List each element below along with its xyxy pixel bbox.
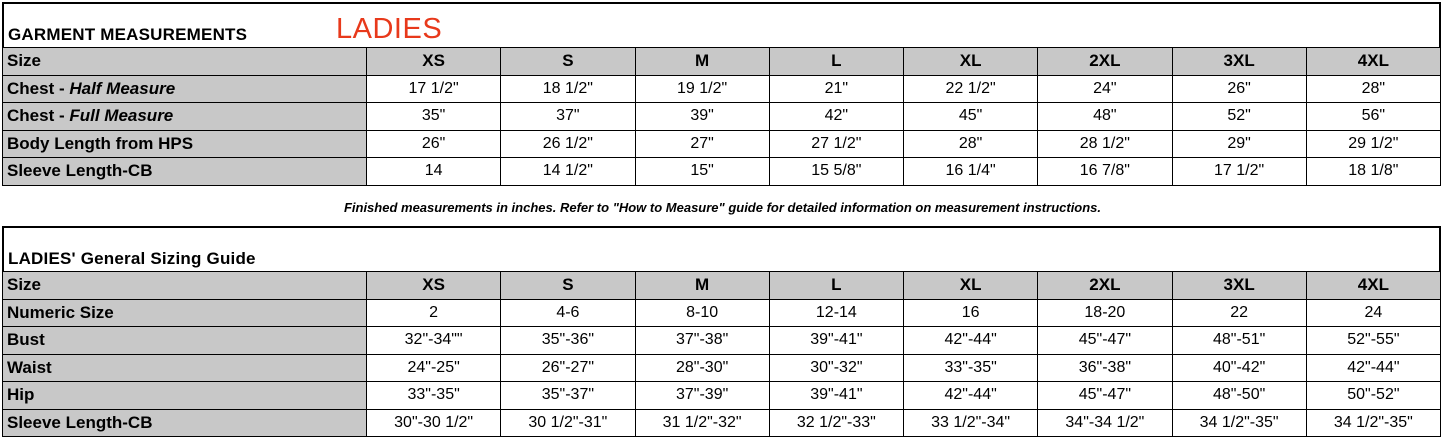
header-cell: XL: [904, 48, 1038, 76]
table-cell: 2: [367, 299, 501, 327]
header-cell: M: [635, 272, 769, 300]
table-cell: 39"-41": [769, 327, 903, 355]
table-header-row: [3, 272, 1441, 300]
table-cell: 32"-34"": [367, 327, 501, 355]
header-cell: L: [769, 48, 903, 76]
table-cell: 35"-37": [501, 382, 635, 410]
header-cell: 4XL: [1306, 48, 1440, 76]
table-cell: 39"-41": [769, 382, 903, 410]
row-label: Waist: [3, 354, 367, 382]
table-cell: 50"-52": [1306, 382, 1440, 410]
table-cell: 4-6: [501, 299, 635, 327]
header-cell: 3XL: [1172, 272, 1306, 300]
table-cell: 32 1/2"-33": [769, 409, 903, 437]
table-row: [3, 354, 1441, 382]
table-cell: 18 1/2": [501, 75, 635, 103]
table-cell: 14: [367, 158, 501, 186]
table-row: [3, 75, 1441, 103]
table-cell: 22: [1172, 299, 1306, 327]
table-row: [3, 299, 1441, 327]
garment-measurements-table: [2, 47, 1441, 186]
garment-measurements-section: [2, 2, 1441, 186]
table-cell: 26 1/2": [501, 130, 635, 158]
table-cell: 28 1/2": [1038, 130, 1172, 158]
table-cell: 8-10: [635, 299, 769, 327]
header-cell: 3XL: [1172, 48, 1306, 76]
table-cell: 45": [904, 103, 1038, 131]
table-cell: 15": [635, 158, 769, 186]
general-sizing-section: [2, 226, 1441, 437]
table-cell: 36"-38": [1038, 354, 1172, 382]
table-cell: 30"-30 1/2": [367, 409, 501, 437]
table-cell: 21": [769, 75, 903, 103]
table-row: [3, 103, 1441, 131]
table-cell: 26": [1172, 75, 1306, 103]
table-cell: 26": [367, 130, 501, 158]
header-cell: XL: [904, 272, 1038, 300]
row-label: Hip: [3, 382, 367, 410]
general-sizing-table: [2, 271, 1441, 437]
header-cell: S: [501, 272, 635, 300]
table-cell: 37": [501, 103, 635, 131]
measurement-note: Finished measurements in inches. Refer to "How to Measure" guide for detailed information on measurement instructions.: [343, 200, 1102, 215]
table-cell: 24": [1038, 75, 1172, 103]
table-cell: 45"-47": [1038, 382, 1172, 410]
table-cell: 16 7/8": [1038, 158, 1172, 186]
header-cell: XS: [367, 48, 501, 76]
table-cell: 39": [635, 103, 769, 131]
table-cell: 17 1/2": [1172, 158, 1306, 186]
table-cell: 42"-44": [904, 382, 1038, 410]
row-label: Body Length from HPS: [3, 130, 367, 158]
table-cell: 35"-36": [501, 327, 635, 355]
header-cell: 4XL: [1306, 272, 1440, 300]
table-cell: 40"-42": [1172, 354, 1306, 382]
table-cell: 37"-39": [635, 382, 769, 410]
table-cell: 29 1/2": [1306, 130, 1440, 158]
header-cell: S: [501, 48, 635, 76]
table-cell: 27 1/2": [769, 130, 903, 158]
header-cell: Size: [3, 48, 367, 76]
ladies-accent-title: LADIES: [336, 13, 443, 45]
table-cell: 16 1/4": [904, 158, 1038, 186]
table-row: [3, 130, 1441, 158]
row-label: Numeric Size: [3, 299, 367, 327]
table-cell: 42": [769, 103, 903, 131]
row-label: Chest - Half Measure: [3, 75, 367, 103]
table-cell: 56": [1306, 103, 1440, 131]
table-cell: 18 1/8": [1306, 158, 1440, 186]
table-cell: 33"-35": [367, 382, 501, 410]
header-cell: 2XL: [1038, 48, 1172, 76]
table-row: [3, 382, 1441, 410]
header-cell: M: [635, 48, 769, 76]
table-cell: 34"-34 1/2": [1038, 409, 1172, 437]
table-cell: 16: [904, 299, 1038, 327]
row-label: Sleeve Length-CB: [3, 409, 367, 437]
table-cell: 42"-44": [1306, 354, 1440, 382]
table-cell: 52": [1172, 103, 1306, 131]
garment-measurements-title-bar: [2, 2, 1441, 47]
table-cell: 27": [635, 130, 769, 158]
table-cell: 24"-25": [367, 354, 501, 382]
general-sizing-title-bar: [2, 226, 1441, 271]
table-header-row: [3, 48, 1441, 76]
table-cell: 22 1/2": [904, 75, 1038, 103]
table-cell: 29": [1172, 130, 1306, 158]
table-cell: 18-20: [1038, 299, 1172, 327]
table-cell: 33 1/2"-34": [904, 409, 1038, 437]
table-cell: 35": [367, 103, 501, 131]
table-cell: 28"-30": [635, 354, 769, 382]
header-cell: L: [769, 272, 903, 300]
table-cell: 48"-50": [1172, 382, 1306, 410]
table-cell: 37"-38": [635, 327, 769, 355]
table-cell: 45"-47": [1038, 327, 1172, 355]
table-cell: 15 5/8": [769, 158, 903, 186]
table-cell: 28": [904, 130, 1038, 158]
table-cell: 34 1/2"-35": [1306, 409, 1440, 437]
table-cell: 17 1/2": [367, 75, 501, 103]
table-cell: 14 1/2": [501, 158, 635, 186]
table-row: [3, 327, 1441, 355]
table-cell: 48": [1038, 103, 1172, 131]
table-row: [3, 158, 1441, 186]
garment-measurements-title: GARMENT MEASUREMENTS: [8, 25, 248, 44]
header-cell: XS: [367, 272, 501, 300]
general-sizing-title: LADIES' General Sizing Guide: [8, 249, 256, 268]
table-cell: 19 1/2": [635, 75, 769, 103]
table-cell: 48"-51": [1172, 327, 1306, 355]
row-label: Sleeve Length-CB: [3, 158, 367, 186]
header-cell: 2XL: [1038, 272, 1172, 300]
table-cell: 52"-55": [1306, 327, 1440, 355]
table-row: [3, 409, 1441, 437]
table-cell: 31 1/2"-32": [635, 409, 769, 437]
header-cell: Size: [3, 272, 367, 300]
row-label: Chest - Full Measure: [3, 103, 367, 131]
table-cell: 24: [1306, 299, 1440, 327]
row-label: Bust: [3, 327, 367, 355]
table-cell: 12-14: [769, 299, 903, 327]
table-cell: 30 1/2"-31": [501, 409, 635, 437]
table-cell: 33"-35": [904, 354, 1038, 382]
table-cell: 28": [1306, 75, 1440, 103]
table-cell: 30"-32": [769, 354, 903, 382]
table-cell: 34 1/2"-35": [1172, 409, 1306, 437]
table-cell: 42"-44": [904, 327, 1038, 355]
table-cell: 26"-27": [501, 354, 635, 382]
